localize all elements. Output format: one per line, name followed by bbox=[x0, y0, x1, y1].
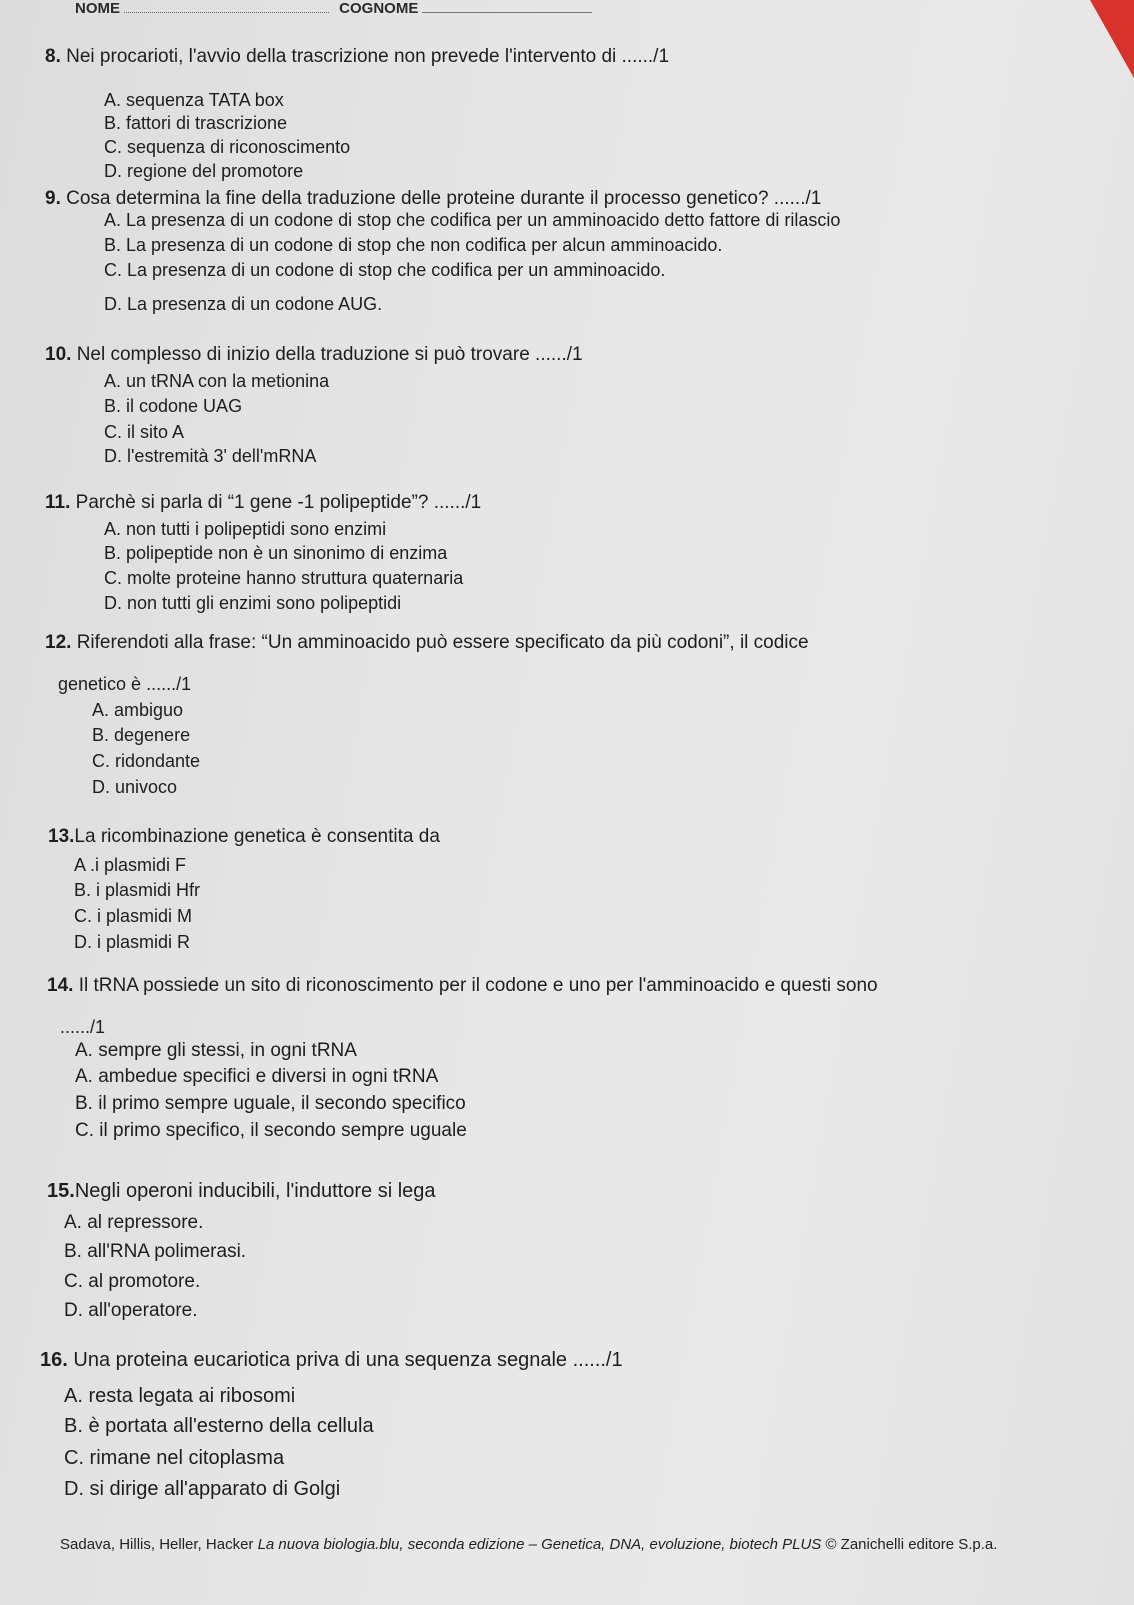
option[interactable]: A. sempre gli stessi, in ogni tRNA bbox=[75, 1040, 357, 1061]
option[interactable]: A. un tRNA con la metionina bbox=[104, 371, 330, 391]
option[interactable]: D. non tutti gli enzimi sono polipeptidi bbox=[104, 593, 402, 613]
option[interactable]: D. si dirige all'apparato di Golgi bbox=[64, 1478, 341, 1500]
option[interactable]: B. all'RNA polimerasi. bbox=[64, 1241, 247, 1262]
footer-publisher: © Zanichelli editore S.p.a. bbox=[821, 1536, 998, 1553]
option[interactable]: B. il codone UAG bbox=[104, 396, 243, 416]
cognome-field[interactable] bbox=[422, 12, 592, 13]
option[interactable]: C. La presenza di un codone di stop che codifica per un amminoacido. bbox=[104, 260, 666, 280]
option[interactable]: A. ambedue specifici e diversi in ogni tRNA bbox=[75, 1066, 439, 1087]
option[interactable]: C. il sito A bbox=[104, 422, 185, 442]
option[interactable]: A. La presenza di un codone di stop che codifica per un amminoacido detto fattore di rilascio bbox=[104, 210, 841, 230]
option[interactable]: D. regione del promotore bbox=[104, 161, 304, 181]
option[interactable]: C. i plasmidi M bbox=[74, 906, 193, 926]
option[interactable]: A. ambiguo bbox=[92, 700, 184, 720]
question-title-continuation: ....../1 bbox=[60, 1017, 106, 1037]
option[interactable]: D. La presenza di un codone AUG. bbox=[104, 294, 383, 314]
option[interactable]: A. non tutti i polipeptidi sono enzimi bbox=[104, 519, 387, 539]
footer-authors: Sadava, Hillis, Heller, Hacker bbox=[60, 1536, 258, 1553]
option[interactable]: A. al repressore. bbox=[64, 1212, 204, 1233]
question-title: 16. Una proteina eucariotica priva di una sequenza segnale ....../1 bbox=[40, 1349, 623, 1371]
option[interactable]: C. rimane nel citoplasma bbox=[64, 1447, 285, 1469]
option[interactable]: B. i plasmidi Hfr bbox=[74, 880, 201, 900]
question-title: 15.Negli operoni inducibili, l'induttore si lega bbox=[47, 1180, 436, 1202]
nome-label: NOME bbox=[75, 0, 120, 17]
red-corner-decoration bbox=[1090, 0, 1134, 78]
question-title: 11. Parchè si parla di “1 gene -1 polipeptide”? ....../1 bbox=[45, 492, 482, 513]
footer-title: La nuova biologia.blu, seconda edizione – Genetica, DNA, evoluzione, biotech PLUS bbox=[257, 1536, 822, 1553]
option[interactable]: A. sequenza TATA box bbox=[104, 90, 284, 110]
question-title: 9. Cosa determina la fine della traduzione delle proteine durante il processo genetico? ....../1 bbox=[45, 188, 822, 209]
option[interactable]: D. i plasmidi R bbox=[74, 932, 191, 952]
option[interactable]: B. è portata all'esterno della cellula bbox=[64, 1415, 374, 1437]
question-title: 13.La ricombinazione genetica è consentita da bbox=[48, 826, 440, 847]
option[interactable]: C. il primo specifico, il secondo sempre uguale bbox=[75, 1120, 467, 1141]
nome-field[interactable] bbox=[124, 12, 329, 13]
option[interactable]: B. degenere bbox=[92, 725, 191, 745]
cognome-label: COGNOME bbox=[339, 0, 419, 17]
footer-citation bbox=[60, 1536, 997, 1553]
option[interactable]: B. il primo sempre uguale, il secondo specifico bbox=[75, 1093, 466, 1114]
question-title: 10. Nel complesso di inizio della traduzione si può trovare ....../1 bbox=[45, 344, 583, 365]
option[interactable]: C. molte proteine hanno struttura quaternaria bbox=[104, 568, 464, 588]
option[interactable]: D. all'operatore. bbox=[64, 1300, 198, 1321]
option[interactable]: B. polipeptide non è un sinonimo di enzima bbox=[104, 543, 448, 563]
question-title: 12. Riferendoti alla frase: “Un amminoacido può essere specificato da più codoni”, il codice bbox=[45, 632, 809, 653]
option[interactable]: C. al promotore. bbox=[64, 1271, 201, 1292]
option[interactable]: D. univoco bbox=[92, 777, 178, 797]
option[interactable]: C. sequenza di riconoscimento bbox=[104, 137, 351, 157]
option[interactable]: A. resta legata ai ribosomi bbox=[64, 1385, 296, 1407]
option[interactable]: B. La presenza di un codone di stop che non codifica per alcun amminoacido. bbox=[104, 235, 723, 255]
question-title: 14. Il tRNA possiede un sito di riconoscimento per il codone e uno per l'amminoacido e questi sono bbox=[47, 975, 878, 996]
option[interactable]: D. l'estremità 3' dell'mRNA bbox=[104, 446, 317, 466]
question-title: 8. Nei procarioti, l'avvio della trascrizione non prevede l'intervento di ....../1 bbox=[45, 46, 670, 67]
option[interactable]: B. fattori di trascrizione bbox=[104, 113, 288, 133]
name-header bbox=[75, 0, 592, 17]
question-title-continuation: genetico è ....../1 bbox=[58, 674, 192, 694]
option[interactable]: A .i plasmidi F bbox=[74, 855, 187, 875]
option[interactable]: C. ridondante bbox=[92, 751, 201, 771]
